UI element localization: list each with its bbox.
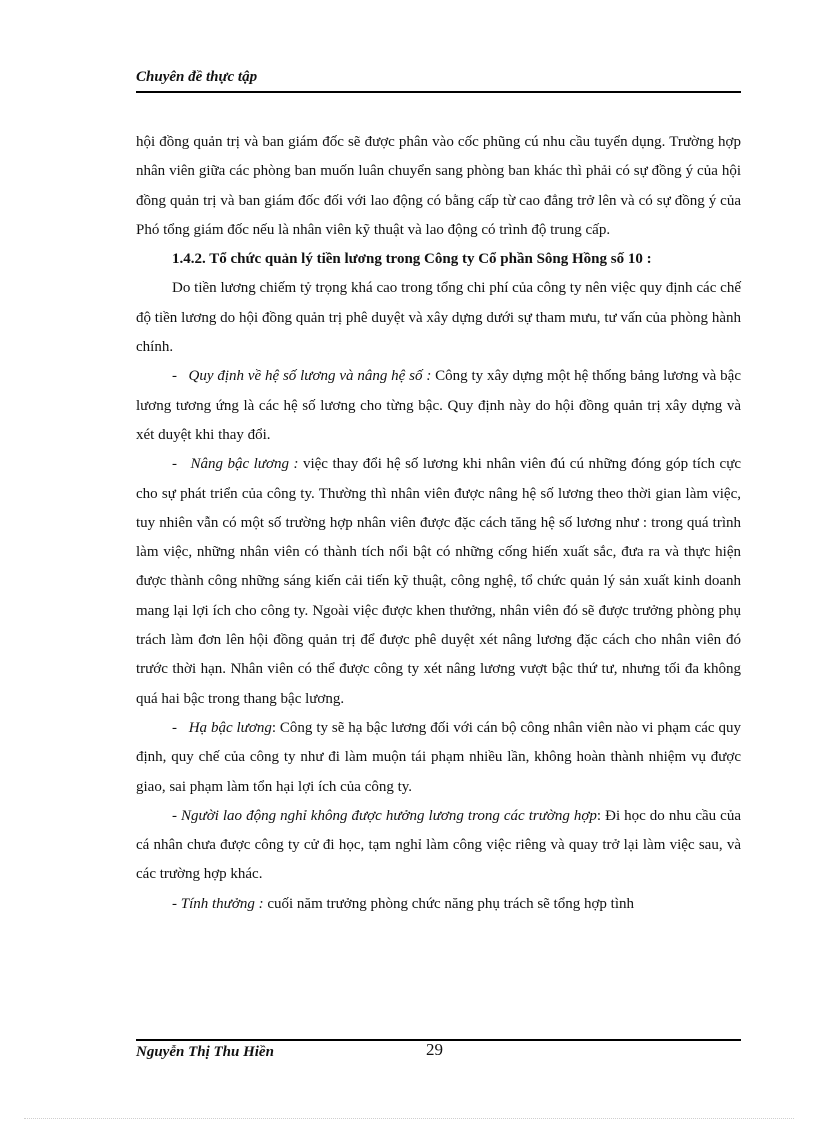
list-item-term: Hạ bậc lương: [188, 719, 272, 736]
list-item-term: Người lao động nghỉ không được hưởng lương trong các trường hợp: [181, 807, 597, 824]
list-item: [136, 802, 741, 890]
list-bullet: -: [172, 719, 189, 736]
list-item-term: Nâng bậc lương :: [190, 456, 299, 473]
list-item: [136, 714, 741, 802]
page-number: 29: [426, 1040, 443, 1059]
paragraph-continuation: hội đồng quản trị và ban giám đốc sẽ được phân vào cốc phũng cú nhu cầu tuyển dụng. Trường hợp nhân viên giữa các phòng ban muốn luân chuyển sang phòng ban khác thì phải có sự đồng ý của hội đồng quản trị và ban giám đốc đối với lao động có bằng cấp từ cao đẳng trở lên và có sự đồng ý của Phó tổng giám đốc nếu là nhân viên kỹ thuật và lao động có trình độ trung cấp.: [136, 134, 741, 238]
list-bullet: -: [172, 807, 182, 824]
list-item: [136, 362, 741, 450]
list-bullet: -: [172, 456, 191, 473]
list-bullet: -: [172, 895, 181, 912]
section-heading: 1.4.2. Tổ chức quản lý tiền lương trong Công ty Cổ phần Sông Hồng số 10 :: [172, 251, 652, 268]
header-title: Chuyên đề thực tập: [136, 69, 258, 85]
list-bullet: -: [172, 368, 189, 385]
list-item: [136, 450, 741, 714]
page-edge-line: [24, 1118, 794, 1119]
list-item-text: : Công ty sẽ hạ bậc lương đối với cán bộ công nhân viên nào vi phạm các quy định, quy chế của công ty như đi làm muộn tái phạm nhiều lần, không hoàn thành nhiệm vụ được giao, sai phạm làm tổn hại lợi ích của công ty.: [136, 719, 741, 795]
list-item-term: Quy định về hệ số lương và nâng hệ số :: [188, 368, 432, 385]
list-item-text: việc thay đổi hệ số lương khi nhân viên đú cú những đóng góp tích cực cho sự phát triển của công ty. Thường thì nhân viên được nâng hệ số lương theo thời gian làm việc, tuy nhiên vẫn có một số trường hợp nhân viên được đặc cách tăng hệ số lương như : trong quá trình làm việc, những nhân viên có thành tích nổi bật có những cống hiến xuất sắc, đưa ra và thực hiện được thành công những sáng kiến cải tiến kỹ thuật, công nghệ, tổ chức quản lý sản xuất kinh doanh mang lại lợi ích cho công ty. Ngoài việc được khen thưởng, nhân viên đó sẽ được trưởng phòng phụ trách làm đơn lên hội đồng quản trị để được phê duyệt xét nâng lương đặc cách cho nhân viên đó trước thời hạn. Nhân viên có thể được công ty xét nâng lương vượt bậc thứ tư, nhưng tối đa không quá hai bậc trong thang bậc lương.: [136, 456, 741, 707]
document-body: [136, 128, 741, 919]
header-rule: [136, 91, 741, 93]
list-item-term: Tính thưởng :: [180, 895, 264, 912]
paragraph-intro: Do tiền lương chiếm tỷ trọng khá cao trong tổng chi phí của công ty nên việc quy định các chế độ tiền lương do hội đồng quản trị phê duyệt và xây dựng dưới sự tham mưu, tư vấn của phòng hành chính.: [136, 280, 741, 356]
footer-author: Nguyễn Thị Thu Hiền: [136, 1044, 274, 1060]
list-item-text: : Đi học do nhu cầu của cá nhân chưa được công ty cử đi học, tạm nghỉ làm công việc riêng và quay trở lại làm việc sau, và các trường hợp khác.: [136, 807, 741, 883]
list-item: [136, 890, 741, 919]
list-item-text: cuối năm trưởng phòng chức năng phụ trách sẽ tổng hợp tình: [263, 895, 634, 912]
list-item-text: Công ty xây dựng một hệ thống bảng lương và bậc lương tương ứng là các hệ số lương cho từng bậc. Quy định này do hội đồng quản trị xây dựng và xét duyệt khi thay đổi.: [136, 368, 741, 443]
